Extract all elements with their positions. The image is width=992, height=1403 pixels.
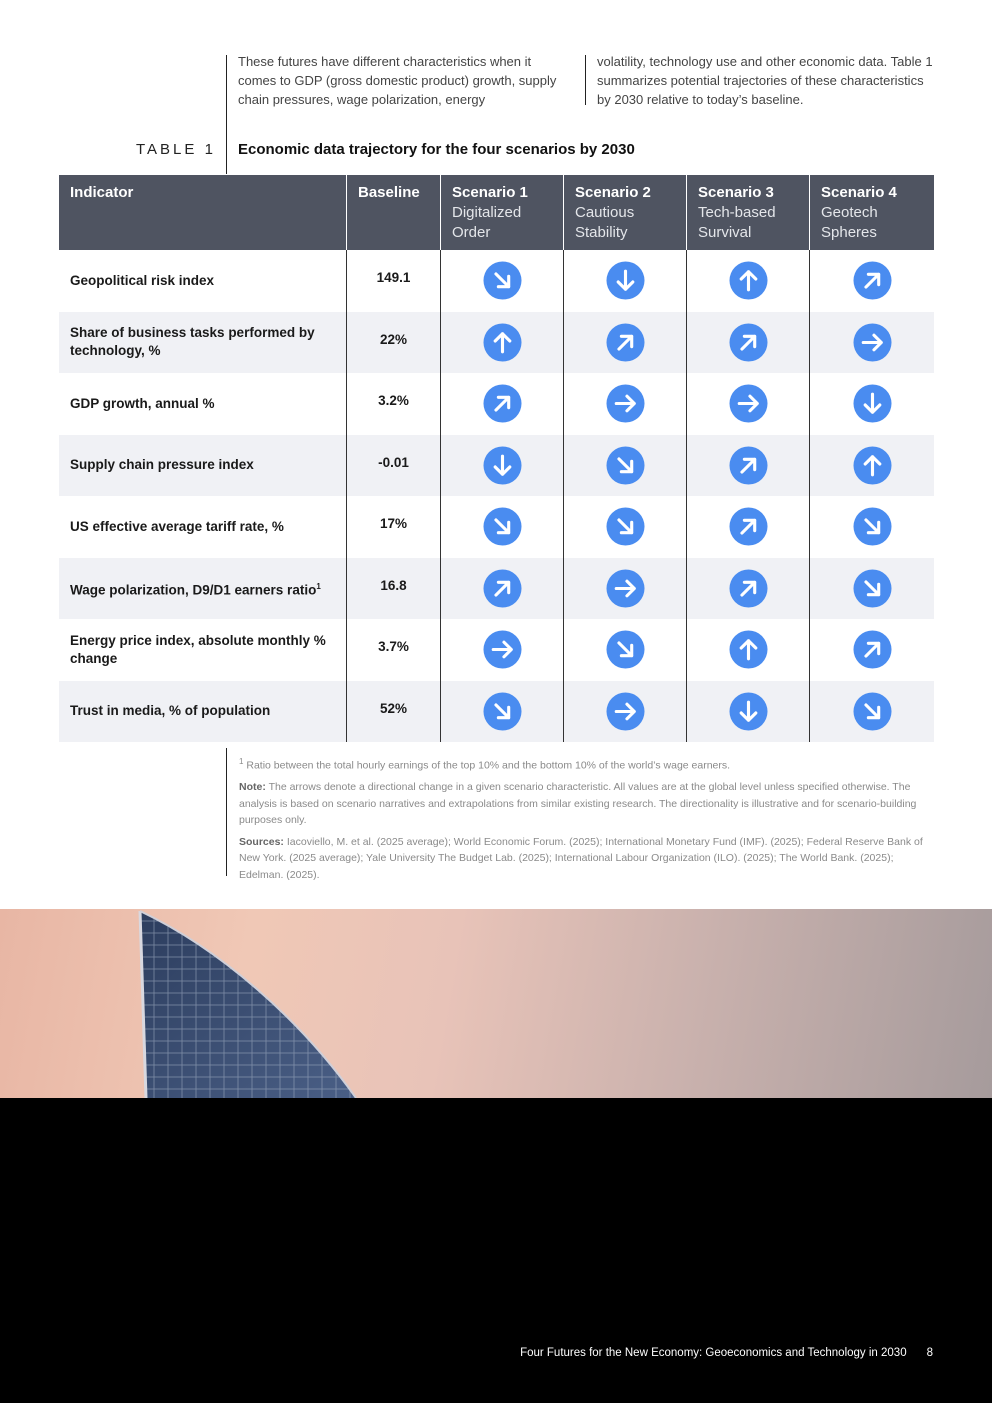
indicator-cell: Share of business tasks performed by technology, % xyxy=(59,312,347,374)
indicator-cell: Geopolitical risk index xyxy=(59,250,347,312)
arrow-up-icon xyxy=(729,261,768,300)
baseline-cell: 52% xyxy=(347,681,441,743)
scenario-1-cell xyxy=(441,250,564,312)
baseline-cell: 149.1 xyxy=(347,250,441,312)
arrow-up-right-icon xyxy=(729,323,768,362)
baseline-cell: -0.01 xyxy=(347,435,441,497)
arrow-right-icon xyxy=(729,384,768,423)
arrow-down-right-icon xyxy=(483,507,522,546)
scenario-2-cell xyxy=(564,496,687,558)
table-row xyxy=(59,435,934,497)
arrow-right-icon xyxy=(853,323,892,362)
table-header xyxy=(59,175,934,250)
intro-column-2: volatility, technology use and other economic data. Table 1 summarizes potential trajectories of these characteristics by 2030 relative to today’s baseline. xyxy=(597,54,933,107)
arrow-right-icon xyxy=(606,692,645,731)
arrow-right-icon xyxy=(606,384,645,423)
scenario-3-cell xyxy=(687,250,810,312)
table-row xyxy=(59,496,934,558)
header-baseline: Baseline xyxy=(347,175,441,250)
arrow-down-icon xyxy=(606,261,645,300)
page-number: 8 xyxy=(926,1347,933,1359)
scenario-1-cell xyxy=(441,496,564,558)
scenario-1-cell xyxy=(441,681,564,743)
scenario-1-cell xyxy=(441,435,564,497)
table-row xyxy=(59,373,934,435)
arrow-up-icon xyxy=(729,630,768,669)
arrow-up-right-icon xyxy=(729,446,768,485)
baseline-cell: 3.7% xyxy=(347,619,441,681)
scenario-1-cell xyxy=(441,619,564,681)
scenario-2-cell xyxy=(564,681,687,743)
header-scenario-4: Scenario 4 Geotech Spheres xyxy=(821,184,897,241)
arrow-down-right-icon xyxy=(606,446,645,485)
baseline-cell: 22% xyxy=(347,312,441,374)
note: Note: The arrows denote a directional change in a given scenario characteristic. All values are at the global level unless specified otherwise. The analysis is based on scenario narratives and extrapolations from similar existing research. The directionality is illustrative and for scenario-building purposes only. xyxy=(239,781,917,826)
arrow-down-right-icon xyxy=(606,507,645,546)
indicator-cell: Wage polarization, D9/D1 earners ratio$^1$ xyxy=(59,558,347,620)
scenario-1-cell xyxy=(441,558,564,620)
table-row xyxy=(59,250,934,312)
header-indicator: Indicator xyxy=(59,175,347,250)
baseline-cell: 16.8 xyxy=(347,558,441,620)
arrow-down-icon xyxy=(729,692,768,731)
scenario-4-cell xyxy=(810,312,934,374)
scenario-4-cell xyxy=(810,619,934,681)
building-illustration xyxy=(0,909,992,1098)
arrow-up-right-icon xyxy=(606,323,645,362)
footer-title: Four Futures for the New Economy: Geoeconomics and Technology in 2030 xyxy=(520,1347,907,1359)
arrow-up-right-icon xyxy=(483,384,522,423)
arrow-down-right-icon xyxy=(853,569,892,608)
scenario-3-cell xyxy=(687,496,810,558)
scenario-4-cell xyxy=(810,250,934,312)
scenario-3-cell xyxy=(687,435,810,497)
table-row xyxy=(59,681,934,743)
indicator-cell: GDP growth, annual % xyxy=(59,373,347,435)
scenario-2-cell xyxy=(564,558,687,620)
building-photo xyxy=(0,909,992,1098)
arrow-up-right-icon xyxy=(853,630,892,669)
indicator-cell: Energy price index, absolute monthly % change xyxy=(59,619,347,681)
header-scenario-1: Scenario 1 Digitalized Order xyxy=(441,175,564,250)
table-notes xyxy=(239,754,931,888)
arrow-down-right-icon xyxy=(483,692,522,731)
scenario-3-cell xyxy=(687,558,810,620)
page-footer xyxy=(520,1347,933,1359)
arrow-up-icon xyxy=(853,446,892,485)
scenario-2-cell xyxy=(564,312,687,374)
table-row xyxy=(59,312,934,374)
scenario-3-cell xyxy=(687,681,810,743)
intro-divider-left xyxy=(226,55,227,174)
scenario-2-cell xyxy=(564,250,687,312)
header-scenario-3: Scenario 3 Tech-based Survival xyxy=(687,175,810,250)
scenario-1-cell xyxy=(441,373,564,435)
sources: Sources: Iacoviello, M. et al. (2025 average); World Economic Forum. (2025); International Monetary Fund (IMF). (2025); Federal Reserve Bank of New York. (2025 average); Yale University The Budget Lab. (2025); International Labour Organization (ILO). (2025); The World Bank. (2025); Edelman. (2025). xyxy=(239,835,923,881)
indicator-cell: US effective average tariff rate, % xyxy=(59,496,347,558)
indicator-cell: Trust in media, % of population xyxy=(59,681,347,743)
table-label: TABLE 1 xyxy=(136,141,216,158)
scenario-4-cell xyxy=(810,373,934,435)
header-scenario-2: Scenario 2 Cautious Stability xyxy=(564,175,687,250)
arrow-right-icon xyxy=(483,630,522,669)
trajectory-table xyxy=(59,175,934,742)
table-body xyxy=(59,250,934,742)
table-row xyxy=(59,619,934,681)
arrow-down-right-icon xyxy=(606,630,645,669)
baseline-cell: 17% xyxy=(347,496,441,558)
footnote: $^1$ Ratio between the total hourly earnings of the top 10% and the bottom 10% of the world’s wage earners. xyxy=(239,757,731,772)
scenario-3-cell xyxy=(687,373,810,435)
scenario-3-cell xyxy=(687,312,810,374)
arrow-up-right-icon xyxy=(853,261,892,300)
arrow-up-icon xyxy=(483,323,522,362)
table-row xyxy=(59,558,934,620)
scenario-2-cell xyxy=(564,373,687,435)
arrow-down-icon xyxy=(853,384,892,423)
arrow-down-right-icon xyxy=(853,692,892,731)
arrow-down-icon xyxy=(483,446,522,485)
scenario-4-cell xyxy=(810,496,934,558)
notes-divider xyxy=(226,748,227,876)
intro-divider-middle xyxy=(585,55,586,105)
arrow-up-right-icon xyxy=(483,569,522,608)
scenario-3-cell xyxy=(687,619,810,681)
arrow-up-right-icon xyxy=(729,569,768,608)
intro-column-1: These futures have different characteristics when it comes to GDP (gross domestic product) growth, supply chain pressures, wage polarization, energy xyxy=(238,54,557,107)
scenario-4-cell xyxy=(810,558,934,620)
scenario-1-cell xyxy=(441,312,564,374)
arrow-up-right-icon xyxy=(729,507,768,546)
indicator-cell: Supply chain pressure index xyxy=(59,435,347,497)
arrow-down-right-icon xyxy=(853,507,892,546)
arrow-right-icon xyxy=(606,569,645,608)
baseline-cell: 3.2% xyxy=(347,373,441,435)
scenario-4-cell xyxy=(810,681,934,743)
table-title: Economic data trajectory for the four scenarios by 2030 xyxy=(238,141,635,158)
scenario-4-cell xyxy=(810,435,934,497)
arrow-down-right-icon xyxy=(483,261,522,300)
scenario-2-cell xyxy=(564,619,687,681)
scenario-2-cell xyxy=(564,435,687,497)
